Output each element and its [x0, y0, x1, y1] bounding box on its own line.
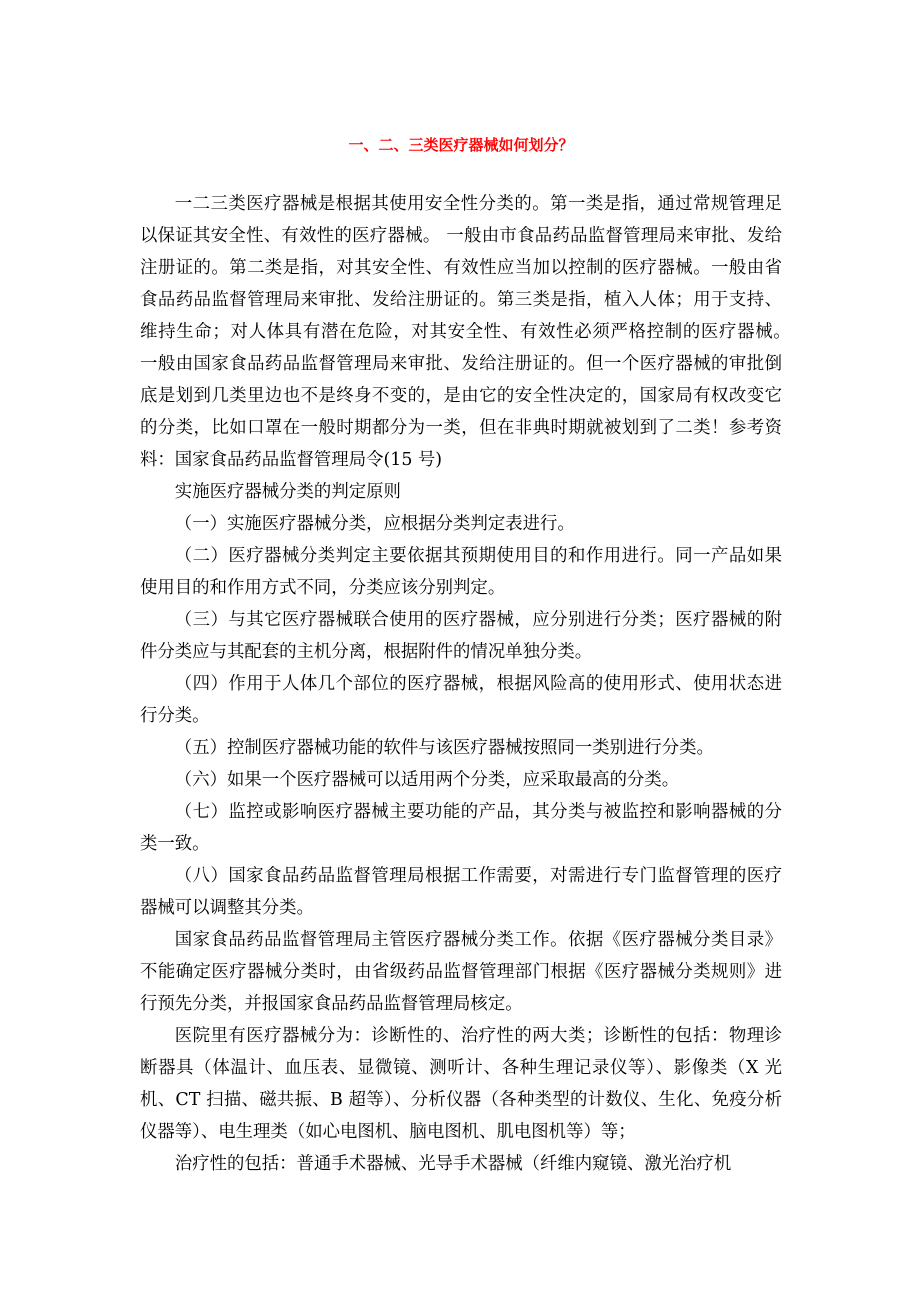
principle-item: （三）与其它医疗器械联合使用的医疗器械，应分别进行分类；医疗器械的附件分类应与其配套的主机分离，根据附件的情况单独分类。: [140, 610, 782, 662]
principle-item: （二）医疗器械分类判定主要依据其预期使用目的和作用进行。同一产品如果使用目的和作用方式不同，分类应该分别判定。: [140, 546, 782, 598]
principle-item: （一）实施医疗器械分类，应根据分类判定表进行。: [174, 514, 575, 534]
principle-item: （五）控制医疗器械功能的软件与该医疗器械按照同一类别进行分类。: [174, 738, 714, 758]
admin-paragraph: 国家食品药品监督管理局主管医疗器械分类工作。依据《医疗器械分类目录》不能确定医疗器械分类时，由省级药品监督管理部门根据《医疗器械分类规则》进行预先分类，并报国家食品药品监督管理局核定。: [140, 930, 782, 1014]
therapy-paragraph: 治疗性的包括：普通手术器械、光导手术器械（纤维内窥镜、激光治疗机: [174, 1154, 732, 1174]
document-page: [140, 130, 817, 1180]
hospital-paragraph: 医院里有医疗器械分为：诊断性的、治疗性的两大类；诊断性的包括：物理诊断器具（体温计、血压表、显微镜、测听计、各种生理记录仪等）、影像类（X 光机、CT 扫描、磁共振、B 超等）、分析仪器（各种类型的计数仪、生化、免疫分析仪器等）、电生理类（如心电图机、脑电图机、肌电图机等）等；: [140, 1026, 782, 1142]
intro-paragraph: 一二三类医疗器械是根据其使用安全性分类的。第一类是指，通过常规管理足以保证其安全性、有效性的医疗器械。 一般由市食品药品监督管理局来审批、发给注册证的。第二类是指，对其安全性、有效性应当加以控制的医疗器械。一般由省食品药品监督管理局来审批、发给注册证的。第三类是指，植入人体；用于支持、维持生命；对人体具有潜在危险，对其安全性、有效性必须严格控制的医疗器械。 一般由国家食品药品监督管理局来审批、发给注册证的。但一个医疗器械的审批倒底是划到几类里边也不是终身不变的，是由它的安全性决定的，国家局有权改变它的分类，比如口罩在一般时期都分为一类，但在非典时期就被划到了二类！参考资料：国家食品药品监督管理局令(15 号): [140, 194, 817, 470]
document-title: 一、二、三类医疗器械如何划分？: [348, 136, 574, 154]
principles-heading: 实施医疗器械分类的判定原则: [174, 482, 401, 502]
principle-item: （七）监控或影响医疗器械主要功能的产品，其分类与被监控和影响器械的分类一致。: [140, 802, 782, 854]
principle-item: （八）国家食品药品监督管理局根据工作需要，对需进行专门监督管理的医疗器械可以调整其分类。: [140, 866, 782, 918]
principle-item: （六）如果一个医疗器械可以适用两个分类，应采取最高的分类。: [174, 770, 680, 790]
principle-item: （四）作用于人体几个部位的医疗器械，根据风险高的使用形式、使用状态进行分类。: [140, 674, 782, 726]
